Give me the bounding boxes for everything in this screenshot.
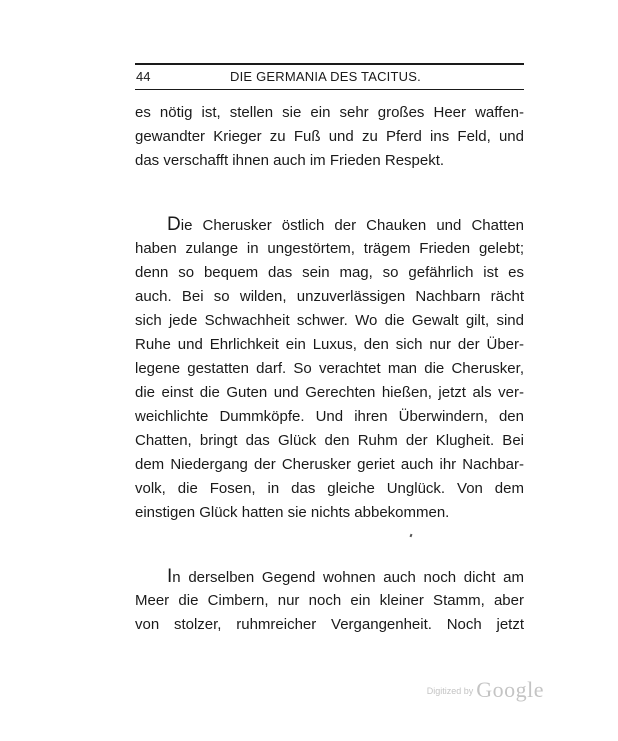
paragraph-2-line-2: haben zulange in ungestörtem, trägem Frieden gelebt; (135, 240, 524, 257)
google-logo: Google (476, 677, 544, 702)
paragraph-2-line-3: denn so bequem das sein mag, so gefährlich ist es (135, 264, 524, 281)
header-rule-bottom (135, 89, 524, 90)
paragraph-3-line-1-text: n derselben Gegend wohnen auch noch dicht am (172, 569, 524, 586)
page-number: 44 (136, 69, 151, 84)
paragraph-2-line-12: volk, die Fosen, in das gleiche Unglück. Von dem (135, 480, 524, 497)
paragraph-2-line-1 (167, 213, 524, 237)
paragraph-2-line-1-text: ie Cherusker östlich der Chauken und Chatten (180, 217, 524, 234)
paragraph-1-line-1: es nötig ist, stellen sie ein sehr großes Heer waffen- (135, 104, 524, 121)
paragraph-3-line-3: von stolzer, ruhmreicher Vergangenheit. Noch jetzt (135, 616, 524, 633)
ink-speck (410, 534, 413, 538)
paragraph-2-line-6: Ruhe und Ehrlichkeit ein Luxus, den sich nur der Über- (135, 336, 524, 353)
paragraph-2-line-9: weichlichte Dummköpfe. Und ihren Überwindern, den (135, 408, 524, 425)
watermark-prefix: Digitized by (426, 686, 474, 696)
paragraph-3-line-2: Meer die Cimbern, nur noch ein kleiner Stamm, aber (135, 592, 524, 609)
paragraph-2-line-4: auch. Bei so wilden, unzuverlässigen Nachbarn rächt (135, 288, 524, 305)
paragraph-2-initial: D (167, 214, 181, 235)
paragraph-2-line-10: Chatten, bringt das Glück den Ruhm der Klugheit. Bei (135, 432, 524, 449)
paragraph-2-line-13: einstigen Glück hatten sie nichts abbekommen. (135, 504, 450, 521)
paragraph-1-line-3: das verschafft ihnen auch im Frieden Respekt. (135, 152, 445, 169)
paragraph-2-line-5: sich jede Schwachheit schwer. Wo die Gewalt gilt, sind (135, 312, 524, 329)
running-title: DIE GERMANIA DES TACITUS. (230, 69, 421, 84)
google-watermark (427, 677, 544, 703)
paragraph-1-line-2: gewandter Krieger zu Fuß und zu Pferd ins Feld, und (135, 128, 524, 145)
header-rule-top (135, 63, 524, 65)
paragraph-2-line-8: die einst die Guten und Gerechten hießen, jetzt als ver- (135, 384, 524, 401)
paragraph-2-line-7: legene gestatten darf. So verachtet man die Cherusker, (135, 360, 524, 377)
paragraph-3-initial: I (167, 566, 173, 587)
paragraph-2-line-11: dem Niedergang der Cherusker geriet auch ihr Nachbar- (135, 456, 524, 473)
running-head (135, 67, 524, 87)
paragraph-3-line-1 (167, 565, 524, 589)
